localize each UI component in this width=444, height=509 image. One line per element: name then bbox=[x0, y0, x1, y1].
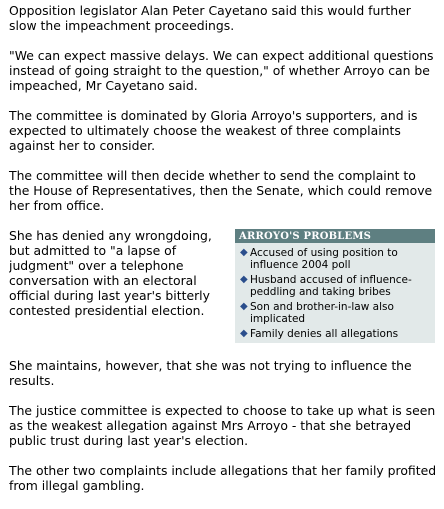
factbox-item bbox=[239, 247, 431, 271]
paragraph-4: The committee will then decide whether to send the complaint to the House of Representatives, then the Senate, which could remove her from office. bbox=[9, 168, 433, 213]
diamond-bullet-icon: ◆ bbox=[240, 328, 248, 339]
paragraph-8: The other two complaints include allegations that her family profited from illegal gambling. bbox=[9, 463, 437, 493]
diamond-bullet-icon: ◆ bbox=[240, 301, 248, 312]
paragraph-6: She maintains, however, that she was not trying to influence the results. bbox=[9, 358, 412, 388]
factbox-item-text: Accused of using position to influence 2004 poll bbox=[250, 247, 398, 271]
factbox-item bbox=[239, 328, 431, 340]
factbox-list bbox=[235, 243, 435, 343]
factbox bbox=[235, 229, 435, 343]
factbox-item bbox=[239, 301, 431, 325]
factbox-item-text: Son and brother-in-law also implicated bbox=[250, 301, 394, 325]
paragraph-3: The committee is dominated by Gloria Arroyo's supporters, and is expected to ultimately choose the weakest of three complaints against her to consider. bbox=[9, 108, 418, 153]
paragraph-7: The justice committee is expected to choose to take up what is seen as the weakest allegation against Mrs Arroyo - that she betrayed public trust during last year's election. bbox=[9, 403, 436, 448]
paragraph-5: She has denied any wrongdoing, but admitted to "a lapse of judgment" over a telephone conversation with an electoral official during last year's bitterly contested presidential election. bbox=[9, 228, 212, 318]
diamond-bullet-icon: ◆ bbox=[240, 274, 248, 285]
factbox-title: ARROYO'S PROBLEMS bbox=[235, 229, 435, 243]
paragraph-2: "We can expect massive delays. We can expect additional questions instead of going straight to the question," of whether Arroyo can be impeached, Mr Cayetano said. bbox=[9, 48, 434, 93]
diamond-bullet-icon: ◆ bbox=[240, 247, 248, 258]
factbox-item-text: Husband accused of influence-peddling and taking bribes bbox=[250, 274, 412, 298]
article-body bbox=[9, 3, 437, 508]
factbox-item-text: Family denies all allegations bbox=[250, 328, 399, 340]
paragraph-1: Opposition legislator Alan Peter Cayetano said this would further slow the impeachment proceedings. bbox=[9, 3, 411, 33]
paragraph-with-factbox bbox=[9, 228, 437, 343]
factbox-item bbox=[239, 274, 431, 298]
